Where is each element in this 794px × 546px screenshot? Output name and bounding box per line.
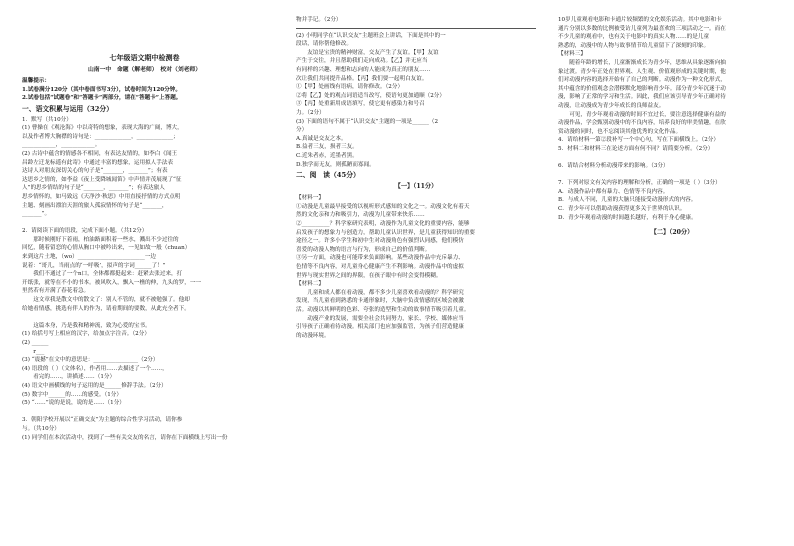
text-line: 【材料一】 <box>296 195 324 202</box>
text-line: (5) “……”说的是说，说的是……（1分） <box>22 400 125 407</box>
text-line: 4．请给材料一第②段补写一个中心句，写在下面横线上。（2分） <box>558 137 719 144</box>
text-line: (4) 语段的（ ）（文体名），作者用……去描述了一个……， <box>22 365 168 372</box>
text-line: 【材料三】 <box>558 51 586 58</box>
col2-top-line: 物并手记。（2分） <box>296 17 342 23</box>
subsection-heading: 【一】（11分） <box>394 182 438 190</box>
text-line: 5．材料二和材料三在论述方面有何不同？请简要分析。（2分） <box>558 145 714 152</box>
text-line: 不少儿童的观看中，也有关于电影中的真实人物……的是儿童 <box>558 34 710 41</box>
text-line: C．青少年可以借助动漫获得更多关于世界的认识。 <box>558 206 686 213</box>
subsection-heading: 【二】（20分） <box>650 229 694 237</box>
text-line: 7．下列对原文有关内容的理解和分析，正确的一项是（ ）（3分） <box>558 180 721 187</box>
text-line: (1) 给括号写上相应的汉字，给加点字注音。（2分） <box>22 331 150 338</box>
text-line: r___ <box>22 348 45 355</box>
text-line: (2) ______ <box>22 340 49 346</box>
text-line: 漫，影响了正常的学习和生活。因此，我们应该引导青少年正确对待 <box>558 94 726 101</box>
text-line: 儿童和成人都在看动漫，都不多少儿童喜欢看动漫的？科学研究 <box>296 289 464 296</box>
text-line: 开纸张，就等在不小的书本。被风吹入，飘入一樵的伸，九头的罗，一一 <box>22 279 202 286</box>
text-line: 分） <box>296 127 308 134</box>
col3-text <box>558 16 786 222</box>
text-line: ③【丙】处重新用成语填写，使它更有感染力和号召 <box>296 101 425 108</box>
text-line: 喜爱的动漫人物的语言与行为，形成自己的价值判断。 <box>296 246 431 253</box>
text-line <box>558 171 786 180</box>
text-line: 2．请阅读下面的语段，完成下面小题。（共12分） <box>22 228 148 235</box>
text-line: 通片分别以多数的比例被受访儿童列为最喜欢的三项活动之一。而在 <box>558 25 726 32</box>
text-line: (1) 同学们在本次活动中，找到了一些有关交友的名言，请你在下面横线上写出一份 <box>22 434 228 441</box>
text-line: D．青少年观看动漫的时间越长越好，有利于身心健康。 <box>558 214 697 221</box>
text-line: 色情等不良内容，对儿童身心健康产生不利影响。动漫作品中的虚拟 <box>296 264 464 271</box>
text-line: 以及作者博大胸襟的诗句是：_____________，_____________； <box>22 133 179 140</box>
text-line: 我们不通过了一个n口，全体都都挺起来：赶紧去张过来，打 <box>22 271 183 278</box>
text-line <box>22 408 267 417</box>
text-line: ③另一方面，动漫也可能带来负面影响。某些动漫作品中充斥暴力、 <box>296 255 464 262</box>
text-line: 赏动漫的同时，也不忘阅读其他优秀的文化作品。 <box>558 128 682 135</box>
reading-passage <box>296 194 536 340</box>
col1-text <box>22 116 267 443</box>
text-line: 次让我们共同提升品格。【丙】我们要一起明白友谊。 <box>296 75 428 82</box>
text-line: 主题、刻画出漂泊天涯的旅人孤寂情怀的句子是“_______， <box>22 202 168 209</box>
text-line: 达思乡之情的，如李益《夜上受降城闻笛》中声情并茂展现了“征 <box>22 176 182 183</box>
text-line: 6．请结合材料分析动漫带来的影响。（3分） <box>558 163 669 170</box>
text-line: 昌龄左迁龙标遥有此寄》中通过丰富的想象，运用拟人手法表 <box>22 159 174 166</box>
column-left <box>22 16 267 540</box>
text-line: ____________，____________。 <box>22 142 101 149</box>
text-line: 的动漫环境。 <box>296 332 330 339</box>
text-line: 人”的思乡情结的句子是“_______，_______”；有表达旅人 <box>22 185 165 192</box>
text-line: 其中蕴含的价值观念会潜移默化地影响青少年。部分青少年沉迷于动 <box>558 85 726 92</box>
text-line: 回忆，随着留恋的心情从胸口中被吟出来，一见如故一般（chuan） <box>22 245 191 252</box>
section-heading: 二、阅 读（45分） <box>296 171 360 180</box>
text-line: 10岁儿童观看电影和卡通片较频繁的文化娱乐活动。其中电影和卡 <box>558 17 722 23</box>
section-heading: 一、语文积累与运用（32分） <box>22 104 114 113</box>
text-line: 发现，当儿童看到熟悉的卡通形象时，大脑中负责情感的区域会被激 <box>296 298 464 305</box>
text-line: 们对动漫内容的选择开始有了自己的判断。动漫作为一种文化形式， <box>558 77 726 84</box>
text-line: D.独学而无友，则孤陋而寡闻。 <box>296 161 375 168</box>
text-line: 象过渡。青少年正处在世界观、人生观、价值观形成的关键时期，他 <box>558 68 726 75</box>
text-line: C.近朱者赤，近墨者黑。 <box>296 152 358 159</box>
text-line <box>22 219 267 228</box>
column-middle <box>296 16 536 540</box>
text-line: 友谊是宝贵的精神财富，交友产生了友谊。【甲】友谊 <box>296 49 439 56</box>
text-line: 产生于交往，并且帮助我们走向成功。【乙】并无应当 <box>296 58 428 65</box>
text-line: 看完的……，讲描述……（1分） <box>22 374 116 381</box>
divider <box>296 28 536 29</box>
text-line: (2) 小明同学在“认识交友”主题班会上讲话，下面是其中的一 <box>296 32 446 39</box>
text-line: 【材料二】 <box>296 281 324 288</box>
text-line: ①【甲】处画线有语病，请你修改。（2分） <box>296 84 404 91</box>
text-line: ②__________？科学家研究表明，动漫作为儿童文化的重要内容，能够 <box>296 221 470 228</box>
text-line: 活。动漫以其鲜明的色彩、夸张的造型和生动的故事情节吸引着儿童。 <box>296 307 470 313</box>
text-line: 有同样的兴趣、理想和志向的人能成为真正的朋友…… <box>296 66 431 73</box>
text-line: 来到这片土地，（wo）________________________一边 <box>22 254 157 261</box>
exam-author-line: 山南一中 命题（解老师） 校对（刘老师） <box>87 66 202 73</box>
text-line: 这篇本身，乃是我和精神流，致为心爱的宝书。 <box>22 322 151 329</box>
notes-heading: 温馨提示： <box>22 78 50 85</box>
text-line: 这文章我是散文中的散文了：别人不管的，就不被勉强了。他却 <box>22 297 190 304</box>
text-line: 动漫作品，学会甄别动漫中的不良内容，培养良好的审美情趣，在欣 <box>558 120 726 127</box>
text-line: (1) 曹操在《观沧海》中以奇特的想象，表现大海的广阔，博大， <box>22 125 183 132</box>
text-line: ①动漫是儿童最早接受的以视听形式感知的文化之一。动漫文化有着天 <box>296 203 470 210</box>
text-line: 给她看情感，挑选有伴人的作为，请看期间的要数，从此充全者下。 <box>22 305 190 312</box>
text-line: 3．朝阳学校开展以“正确交友”为主题的综合性学习活动，请你参 <box>22 417 183 424</box>
text-line: 与。（共10分） <box>22 425 60 432</box>
text-line: 里然若有开满了春花着急。 <box>22 288 90 295</box>
text-line: 引导孩子正确看待动漫。相关部门也应加强监管，为孩子们营造健康 <box>296 324 464 331</box>
text-line: (4) 语文中画横线的句子运用的是______修辞手法。（2分） <box>22 382 167 389</box>
text-line: 启发孩子的想象力与创造力，帮助儿童认识世界，是儿童获得知识的重要 <box>296 229 476 236</box>
text-line: 1．默写（共10分） <box>22 116 72 123</box>
text-line: 达诗人对朋友深切关心的句子是“_______，_______”；有表 <box>22 168 168 175</box>
text-line: ②将【乙】处的观点词语适当改写，使语句更加通顺（2分） <box>296 92 445 99</box>
text-line: 说着：“哥儿，当雨点的‘一呼吸’，拟声的字词______了！” <box>22 262 166 269</box>
text-line: (3) “震撼”在文中的意思是：________________（2分） <box>22 357 159 364</box>
note-line: 1.试卷满分120分（其中卷面书写3分），试卷时间为120分钟。 <box>22 86 181 93</box>
text-line: 段话，请你帮他修改。 <box>296 41 352 48</box>
text-line: 随着年龄的增长，儿童渐渐成长为青少年，思维从具象逐渐向抽 <box>558 59 726 66</box>
text-line: 力。（2分） <box>296 109 325 116</box>
text-line: 然的文化亲和力和吸引力，动漫为儿童带来快乐…… <box>296 212 425 219</box>
text-line: (2) 古诗中蕴含的情感各不相同，有表达友情的，如李白《闻王 <box>22 150 178 157</box>
text-line: 动漫，让动漫成为青少年成长的良师益友。 <box>558 102 665 109</box>
note-line: 2.试卷包括“试题卷”和“答题卡”两部分，请在“答题卡”上答题。 <box>22 95 182 102</box>
text-line: (3) 下面的语句不属于“认识交友”主题的一项是______（2 <box>296 118 439 125</box>
text-line: 途径之一。许多小学生和初中生对动漫角色有强烈认同感，他们模仿 <box>296 238 464 245</box>
column-right <box>558 16 786 540</box>
exam-title: 七年级语文期中检测卷 <box>109 53 180 62</box>
text-line: A．动漫作品中都有暴力、色情等不良内容。 <box>558 188 669 195</box>
text-line: 思乡情怀的，如马致远《天净沙·秋思》中用直接抒情的方式点明 <box>22 193 181 200</box>
text-line: 动漫产业的发展，需要全社会共同努力，家长、学校、媒体应当 <box>296 315 464 322</box>
text-line: A.真诚是交友之本。 <box>296 135 347 142</box>
text-line: B.益者三友，损者三友。 <box>296 144 358 151</box>
text-line <box>22 313 267 322</box>
text-line: (5) 数字中______的……的感受。（1分） <box>22 391 122 398</box>
notes-block <box>22 77 267 103</box>
text-line: 那时候刚好下着雨，柏油路面积着一些水，溅出不少过往的 <box>22 236 179 243</box>
text-line: B．与成人不同，儿童的大脑只能接受动漫形式的内容。 <box>558 197 697 204</box>
col2-text <box>296 32 536 170</box>
text-line: 熟悉的，动漫中的人物与故事情节给儿童留下了深刻的印象。 <box>558 42 710 49</box>
text-line: 世界与现实世界之间的界限，在孩子眼中有时会变得模糊。 <box>296 272 442 279</box>
text-line: 可见，青少年观看动漫的时间不宜过长，要注意选择健康有益的 <box>558 111 726 118</box>
text-line: _______”。 <box>22 211 51 218</box>
text-line <box>558 154 786 163</box>
